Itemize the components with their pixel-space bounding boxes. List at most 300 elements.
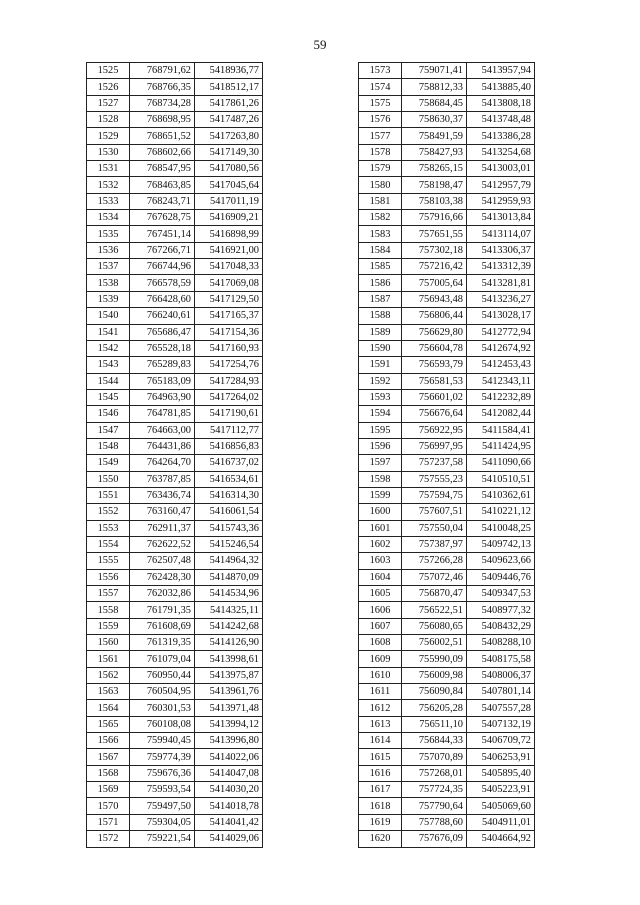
x-coordinate-cell: 757302,18: [402, 242, 467, 258]
x-coordinate-cell: 759304,05: [130, 814, 195, 830]
table-row: [87, 749, 263, 765]
x-coordinate-cell: 757072,46: [402, 569, 467, 585]
y-coordinate-cell: 5414964,32: [195, 553, 263, 569]
x-coordinate-cell: 756090,84: [402, 684, 467, 700]
point-number-cell: 1556: [87, 569, 130, 585]
table-row: [87, 242, 263, 258]
y-coordinate-cell: 5413236,27: [467, 291, 535, 307]
point-number-cell: 1616: [359, 765, 402, 781]
table-row: [87, 406, 263, 422]
table-row: [87, 357, 263, 373]
x-coordinate-cell: 759497,50: [130, 798, 195, 814]
table-row: [87, 79, 263, 95]
x-coordinate-cell: 764431,86: [130, 438, 195, 454]
table-row: [359, 651, 535, 667]
point-number-cell: 1533: [87, 193, 130, 209]
point-number-cell: 1530: [87, 144, 130, 160]
point-number-cell: 1603: [359, 553, 402, 569]
table-row: [359, 667, 535, 683]
x-coordinate-cell: 759774,39: [130, 749, 195, 765]
y-coordinate-cell: 5407132,19: [467, 716, 535, 732]
point-number-cell: 1535: [87, 226, 130, 242]
table-row: [359, 357, 535, 373]
y-coordinate-cell: 5417129,50: [195, 291, 263, 307]
y-coordinate-cell: 5413957,94: [467, 63, 535, 79]
y-coordinate-cell: 5411584,41: [467, 422, 535, 438]
x-coordinate-cell: 759676,36: [130, 765, 195, 781]
point-number-cell: 1525: [87, 63, 130, 79]
x-coordinate-cell: 756080,65: [402, 618, 467, 634]
x-coordinate-cell: 756997,95: [402, 438, 467, 454]
y-coordinate-cell: 5417154,36: [195, 324, 263, 340]
y-coordinate-cell: 5412232,89: [467, 389, 535, 405]
table-row: [87, 831, 263, 847]
point-number-cell: 1610: [359, 667, 402, 683]
x-coordinate-cell: 757555,23: [402, 471, 467, 487]
x-coordinate-cell: 768766,35: [130, 79, 195, 95]
y-coordinate-cell: 5413994,12: [195, 716, 263, 732]
table-row: [359, 210, 535, 226]
point-number-cell: 1614: [359, 733, 402, 749]
y-coordinate-cell: 5417861,26: [195, 95, 263, 111]
x-coordinate-cell: 766578,59: [130, 275, 195, 291]
y-coordinate-cell: 5417487,26: [195, 112, 263, 128]
point-number-cell: 1558: [87, 602, 130, 618]
y-coordinate-cell: 5413748,48: [467, 112, 535, 128]
x-coordinate-cell: 763436,74: [130, 487, 195, 503]
table-row: [359, 716, 535, 732]
y-coordinate-cell: 5413281,81: [467, 275, 535, 291]
x-coordinate-cell: 768791,62: [130, 63, 195, 79]
x-coordinate-cell: 768651,52: [130, 128, 195, 144]
x-coordinate-cell: 757724,35: [402, 782, 467, 798]
table-row: [359, 602, 535, 618]
table-row: [87, 128, 263, 144]
y-coordinate-cell: 5414325,11: [195, 602, 263, 618]
y-coordinate-cell: 5415743,36: [195, 520, 263, 536]
table-row: [359, 733, 535, 749]
point-number-cell: 1549: [87, 455, 130, 471]
table-row: [359, 684, 535, 700]
y-coordinate-cell: 5416737,02: [195, 455, 263, 471]
point-number-cell: 1543: [87, 357, 130, 373]
y-coordinate-cell: 5416314,30: [195, 487, 263, 503]
x-coordinate-cell: 760301,53: [130, 700, 195, 716]
y-coordinate-cell: 5408432,29: [467, 618, 535, 634]
table-row: [87, 422, 263, 438]
y-coordinate-cell: 5414047,08: [195, 765, 263, 781]
table-row: [87, 389, 263, 405]
point-number-cell: 1585: [359, 259, 402, 275]
table-row: [359, 700, 535, 716]
x-coordinate-cell: 757550,04: [402, 520, 467, 536]
x-coordinate-cell: 757266,28: [402, 553, 467, 569]
x-coordinate-cell: 760950,44: [130, 667, 195, 683]
y-coordinate-cell: 5413028,17: [467, 308, 535, 324]
point-number-cell: 1559: [87, 618, 130, 634]
table-row: [359, 831, 535, 847]
table-row: [87, 651, 263, 667]
table-row: [87, 161, 263, 177]
point-number-cell: 1602: [359, 536, 402, 552]
y-coordinate-cell: 5417160,93: [195, 340, 263, 356]
x-coordinate-cell: 756009,98: [402, 667, 467, 683]
table-row: [359, 161, 535, 177]
table-row: [87, 308, 263, 324]
point-number-cell: 1581: [359, 193, 402, 209]
point-number-cell: 1572: [87, 831, 130, 847]
point-number-cell: 1551: [87, 487, 130, 503]
x-coordinate-cell: 757916,66: [402, 210, 467, 226]
table-row: [87, 340, 263, 356]
x-coordinate-cell: 758491,59: [402, 128, 467, 144]
point-number-cell: 1592: [359, 373, 402, 389]
point-number-cell: 1545: [87, 389, 130, 405]
y-coordinate-cell: 5412343,11: [467, 373, 535, 389]
point-number-cell: 1578: [359, 144, 402, 160]
point-number-cell: 1588: [359, 308, 402, 324]
x-coordinate-cell: 761791,35: [130, 602, 195, 618]
x-coordinate-cell: 768463,85: [130, 177, 195, 193]
table-row: [87, 63, 263, 79]
table-row: [87, 536, 263, 552]
y-coordinate-cell: 5412082,44: [467, 406, 535, 422]
table-row: [359, 618, 535, 634]
table-row: [87, 275, 263, 291]
table-row: [87, 373, 263, 389]
table-row: [87, 95, 263, 111]
table-row: [359, 471, 535, 487]
table-row: [359, 635, 535, 651]
point-number-cell: 1546: [87, 406, 130, 422]
x-coordinate-cell: 765528,18: [130, 340, 195, 356]
x-coordinate-cell: 756844,33: [402, 733, 467, 749]
table-row: [87, 226, 263, 242]
x-coordinate-cell: 757387,97: [402, 536, 467, 552]
x-coordinate-cell: 756511,10: [402, 716, 467, 732]
y-coordinate-cell: 5413306,37: [467, 242, 535, 258]
x-coordinate-cell: 757676,09: [402, 831, 467, 847]
table-row: [87, 553, 263, 569]
point-number-cell: 1561: [87, 651, 130, 667]
y-coordinate-cell: 5413114,07: [467, 226, 535, 242]
point-number-cell: 1548: [87, 438, 130, 454]
x-coordinate-cell: 758812,33: [402, 79, 467, 95]
point-number-cell: 1529: [87, 128, 130, 144]
x-coordinate-cell: 768698,95: [130, 112, 195, 128]
x-coordinate-cell: 756870,47: [402, 586, 467, 602]
table-row: [87, 438, 263, 454]
y-coordinate-cell: 5414030,20: [195, 782, 263, 798]
y-coordinate-cell: 5405069,60: [467, 798, 535, 814]
y-coordinate-cell: 5414534,96: [195, 586, 263, 602]
point-number-cell: 1594: [359, 406, 402, 422]
y-coordinate-cell: 5413996,80: [195, 733, 263, 749]
x-coordinate-cell: 757790,64: [402, 798, 467, 814]
y-coordinate-cell: 5409347,53: [467, 586, 535, 602]
table-row: [87, 569, 263, 585]
y-coordinate-cell: 5417149,30: [195, 144, 263, 160]
x-coordinate-cell: 766240,61: [130, 308, 195, 324]
x-coordinate-cell: 756806,44: [402, 308, 467, 324]
y-coordinate-cell: 5414018,78: [195, 798, 263, 814]
point-number-cell: 1538: [87, 275, 130, 291]
y-coordinate-cell: 5410510,51: [467, 471, 535, 487]
y-coordinate-cell: 5413975,87: [195, 667, 263, 683]
table-row: [87, 259, 263, 275]
y-coordinate-cell: 5414126,90: [195, 635, 263, 651]
point-number-cell: 1526: [87, 79, 130, 95]
x-coordinate-cell: 761608,69: [130, 618, 195, 634]
y-coordinate-cell: 5409742,13: [467, 536, 535, 552]
x-coordinate-cell: 764264,70: [130, 455, 195, 471]
point-number-cell: 1611: [359, 684, 402, 700]
y-coordinate-cell: 5411090,66: [467, 455, 535, 471]
table-row: [359, 749, 535, 765]
table-row: [87, 700, 263, 716]
table-row: [359, 242, 535, 258]
table-row: [87, 455, 263, 471]
x-coordinate-cell: 761079,04: [130, 651, 195, 667]
x-coordinate-cell: 765686,47: [130, 324, 195, 340]
point-number-cell: 1565: [87, 716, 130, 732]
x-coordinate-cell: 765289,83: [130, 357, 195, 373]
y-coordinate-cell: 5406253,91: [467, 749, 535, 765]
y-coordinate-cell: 5409623,66: [467, 553, 535, 569]
x-coordinate-cell: 756922,95: [402, 422, 467, 438]
x-coordinate-cell: 756604,78: [402, 340, 467, 356]
y-coordinate-cell: 5418512,17: [195, 79, 263, 95]
y-coordinate-cell: 5417080,56: [195, 161, 263, 177]
point-number-cell: 1573: [359, 63, 402, 79]
y-coordinate-cell: 5417284,93: [195, 373, 263, 389]
point-number-cell: 1547: [87, 422, 130, 438]
table-row: [87, 765, 263, 781]
page-number: 59: [313, 37, 327, 52]
point-number-cell: 1571: [87, 814, 130, 830]
table-row: [359, 520, 535, 536]
y-coordinate-cell: 5413808,18: [467, 95, 535, 111]
x-coordinate-cell: 768243,71: [130, 193, 195, 209]
y-coordinate-cell: 5416061,54: [195, 504, 263, 520]
x-coordinate-cell: 764781,85: [130, 406, 195, 422]
point-number-cell: 1574: [359, 79, 402, 95]
point-number-cell: 1597: [359, 455, 402, 471]
x-coordinate-cell: 767451,14: [130, 226, 195, 242]
table-row: [359, 259, 535, 275]
y-coordinate-cell: 5413961,76: [195, 684, 263, 700]
table-row: [87, 798, 263, 814]
x-coordinate-cell: 767628,75: [130, 210, 195, 226]
table-row: [359, 128, 535, 144]
x-coordinate-cell: 756676,64: [402, 406, 467, 422]
point-number-cell: 1536: [87, 242, 130, 258]
table-row: [87, 814, 263, 830]
point-number-cell: 1608: [359, 635, 402, 651]
x-coordinate-cell: 762911,37: [130, 520, 195, 536]
y-coordinate-cell: 5413254,68: [467, 144, 535, 160]
coordinates-table-left: [86, 62, 263, 848]
y-coordinate-cell: 5412674,92: [467, 340, 535, 356]
table-row: [87, 193, 263, 209]
point-number-cell: 1613: [359, 716, 402, 732]
x-coordinate-cell: 759071,41: [402, 63, 467, 79]
point-number-cell: 1539: [87, 291, 130, 307]
point-number-cell: 1609: [359, 651, 402, 667]
x-coordinate-cell: 764963,90: [130, 389, 195, 405]
point-number-cell: 1567: [87, 749, 130, 765]
table-row: [87, 504, 263, 520]
y-coordinate-cell: 5410221,12: [467, 504, 535, 520]
point-number-cell: 1617: [359, 782, 402, 798]
y-coordinate-cell: 5404664,92: [467, 831, 535, 847]
y-coordinate-cell: 5413998,61: [195, 651, 263, 667]
x-coordinate-cell: 764663,00: [130, 422, 195, 438]
point-number-cell: 1569: [87, 782, 130, 798]
point-number-cell: 1604: [359, 569, 402, 585]
table-row: [87, 324, 263, 340]
y-coordinate-cell: 5405223,91: [467, 782, 535, 798]
y-coordinate-cell: 5413386,28: [467, 128, 535, 144]
x-coordinate-cell: 765183,09: [130, 373, 195, 389]
x-coordinate-cell: 759221,54: [130, 831, 195, 847]
point-number-cell: 1580: [359, 177, 402, 193]
point-number-cell: 1618: [359, 798, 402, 814]
x-coordinate-cell: 760504,95: [130, 684, 195, 700]
x-coordinate-cell: 761319,35: [130, 635, 195, 651]
y-coordinate-cell: 5418936,77: [195, 63, 263, 79]
x-coordinate-cell: 757070,89: [402, 749, 467, 765]
table-row: [359, 177, 535, 193]
table-row: [87, 602, 263, 618]
point-number-cell: 1566: [87, 733, 130, 749]
point-number-cell: 1620: [359, 831, 402, 847]
x-coordinate-cell: 757237,58: [402, 455, 467, 471]
y-coordinate-cell: 5408175,58: [467, 651, 535, 667]
table-row: [87, 487, 263, 503]
table-row: [87, 684, 263, 700]
y-coordinate-cell: 5404911,01: [467, 814, 535, 830]
y-coordinate-cell: 5412453,43: [467, 357, 535, 373]
x-coordinate-cell: 768734,28: [130, 95, 195, 111]
x-coordinate-cell: 756581,53: [402, 373, 467, 389]
x-coordinate-cell: 768547,95: [130, 161, 195, 177]
x-coordinate-cell: 762622,52: [130, 536, 195, 552]
table-row: [87, 586, 263, 602]
y-coordinate-cell: 5416856,83: [195, 438, 263, 454]
table-row: [359, 406, 535, 422]
point-number-cell: 1537: [87, 259, 130, 275]
point-number-cell: 1583: [359, 226, 402, 242]
x-coordinate-cell: 766428,60: [130, 291, 195, 307]
point-number-cell: 1596: [359, 438, 402, 454]
y-coordinate-cell: 5416909,21: [195, 210, 263, 226]
y-coordinate-cell: 5414029,06: [195, 831, 263, 847]
x-coordinate-cell: 758630,37: [402, 112, 467, 128]
y-coordinate-cell: 5409446,76: [467, 569, 535, 585]
point-number-cell: 1541: [87, 324, 130, 340]
x-coordinate-cell: 758684,45: [402, 95, 467, 111]
x-coordinate-cell: 757607,51: [402, 504, 467, 520]
y-coordinate-cell: 5406709,72: [467, 733, 535, 749]
point-number-cell: 1587: [359, 291, 402, 307]
table-row: [87, 782, 263, 798]
y-coordinate-cell: 5413013,84: [467, 210, 535, 226]
y-coordinate-cell: 5412959,93: [467, 193, 535, 209]
table-row: [359, 553, 535, 569]
x-coordinate-cell: 757651,55: [402, 226, 467, 242]
table-row: [359, 504, 535, 520]
table-row: [359, 340, 535, 356]
y-coordinate-cell: 5417190,61: [195, 406, 263, 422]
y-coordinate-cell: 5412957,79: [467, 177, 535, 193]
point-number-cell: 1601: [359, 520, 402, 536]
y-coordinate-cell: 5408288,10: [467, 635, 535, 651]
point-number-cell: 1553: [87, 520, 130, 536]
table-row: [87, 716, 263, 732]
point-number-cell: 1605: [359, 586, 402, 602]
point-number-cell: 1576: [359, 112, 402, 128]
point-number-cell: 1528: [87, 112, 130, 128]
point-number-cell: 1544: [87, 373, 130, 389]
point-number-cell: 1570: [87, 798, 130, 814]
table-row: [359, 95, 535, 111]
x-coordinate-cell: 762032,86: [130, 586, 195, 602]
point-number-cell: 1589: [359, 324, 402, 340]
table-row: [359, 226, 535, 242]
y-coordinate-cell: 5414242,68: [195, 618, 263, 634]
point-number-cell: 1562: [87, 667, 130, 683]
y-coordinate-cell: 5408977,32: [467, 602, 535, 618]
x-coordinate-cell: 762507,48: [130, 553, 195, 569]
table-row: [359, 193, 535, 209]
y-coordinate-cell: 5417264,02: [195, 389, 263, 405]
point-number-cell: 1612: [359, 700, 402, 716]
y-coordinate-cell: 5417069,08: [195, 275, 263, 291]
x-coordinate-cell: 768602,66: [130, 144, 195, 160]
point-number-cell: 1615: [359, 749, 402, 765]
point-number-cell: 1591: [359, 357, 402, 373]
x-coordinate-cell: 759940,45: [130, 733, 195, 749]
table-row: [359, 144, 535, 160]
x-coordinate-cell: 762428,30: [130, 569, 195, 585]
table-row: [359, 389, 535, 405]
x-coordinate-cell: 763787,85: [130, 471, 195, 487]
table-row: [359, 79, 535, 95]
point-number-cell: 1542: [87, 340, 130, 356]
point-number-cell: 1595: [359, 422, 402, 438]
table-row: [359, 63, 535, 79]
point-number-cell: 1606: [359, 602, 402, 618]
point-number-cell: 1584: [359, 242, 402, 258]
table-row: [359, 536, 535, 552]
x-coordinate-cell: 760108,08: [130, 716, 195, 732]
y-coordinate-cell: 5417048,33: [195, 259, 263, 275]
y-coordinate-cell: 5412772,94: [467, 324, 535, 340]
y-coordinate-cell: 5407801,14: [467, 684, 535, 700]
table-row: [87, 733, 263, 749]
y-coordinate-cell: 5414041,42: [195, 814, 263, 830]
table-row: [359, 275, 535, 291]
y-coordinate-cell: 5413003,01: [467, 161, 535, 177]
y-coordinate-cell: 5417254,76: [195, 357, 263, 373]
point-number-cell: 1582: [359, 210, 402, 226]
point-number-cell: 1600: [359, 504, 402, 520]
point-number-cell: 1568: [87, 765, 130, 781]
x-coordinate-cell: 756522,51: [402, 602, 467, 618]
table-row: [359, 373, 535, 389]
y-coordinate-cell: 5417045,64: [195, 177, 263, 193]
